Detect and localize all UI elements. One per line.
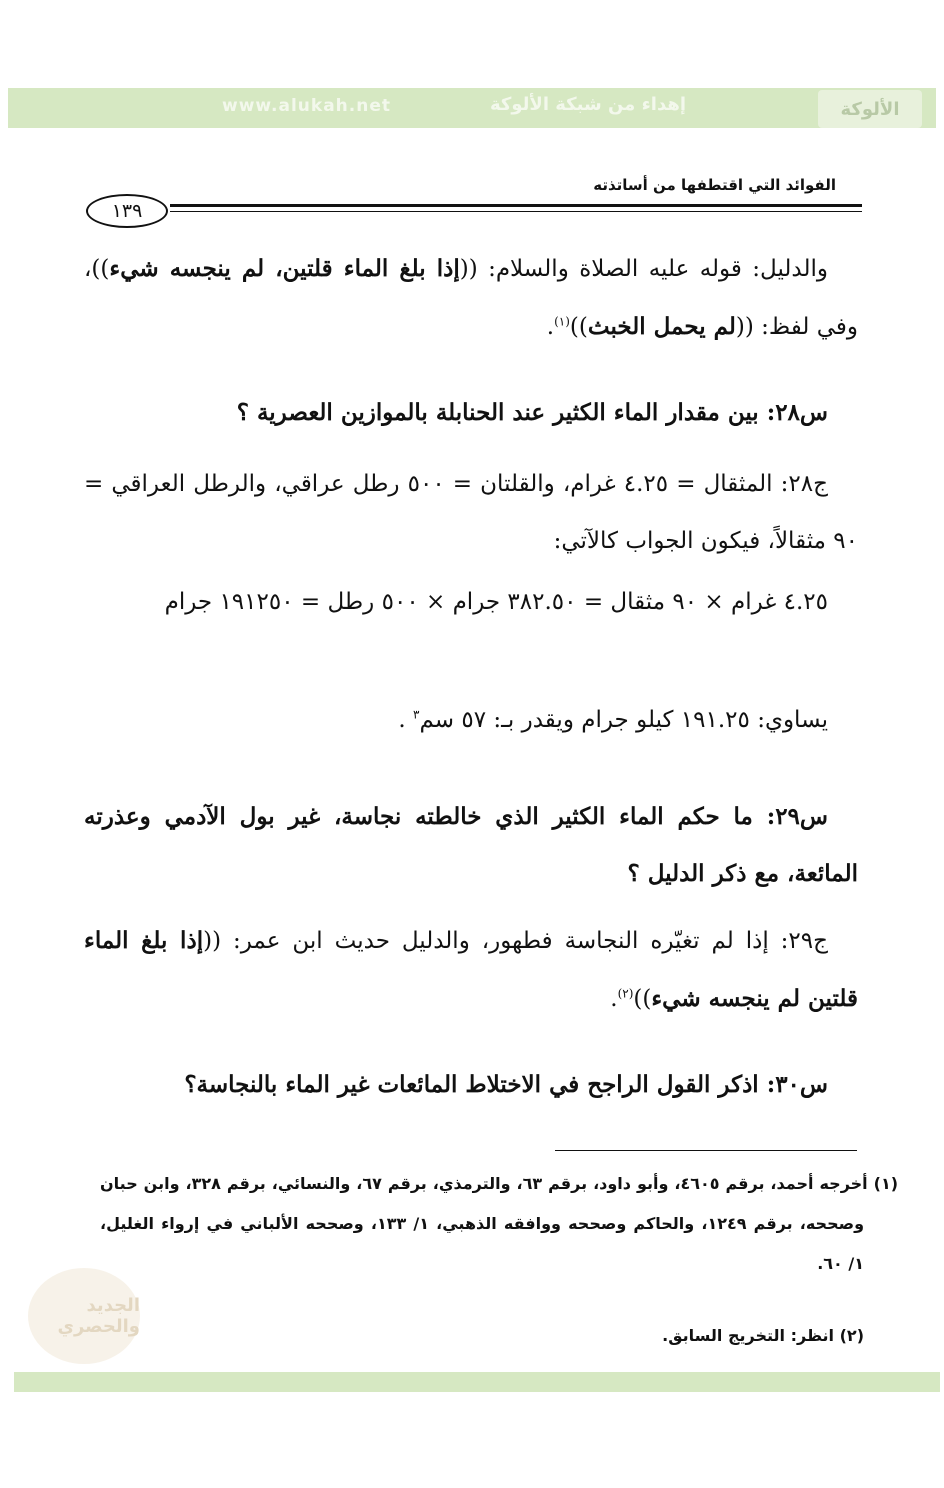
bottom-banner (14, 1372, 940, 1392)
text: )) (569, 314, 588, 340)
book-title: الفوائد التي اقتطفها من أساتذته (593, 176, 836, 194)
hadith-text: لم يحمل الخبث (587, 313, 736, 340)
page-number (86, 194, 168, 228)
text: . (546, 314, 555, 340)
calculation-1 (84, 574, 858, 631)
text: )) (633, 986, 652, 1012)
watermark-text: الجديد والحصري (57, 1295, 140, 1337)
page-number-text: ١٣٩ (111, 200, 143, 222)
question-30 (84, 1056, 858, 1113)
question-28 (84, 384, 858, 441)
footnote-text: (٢) انظر: التخريج السابق. (662, 1326, 864, 1345)
question-text: س٣٠: اذكر القول الراجح في الاختلاط المائعات غير الماء بالنجاسة؟ (184, 1071, 828, 1098)
paragraph-evidence (84, 240, 858, 356)
answer-29 (84, 912, 858, 1028)
question-text: س٢٩: ما حكم الماء الكثير الذي خالطته نجاسة، غير بول الآدمي وعذرته المائعة، مع ذكر الدليل ؟ (84, 803, 858, 887)
answer-28 (84, 456, 858, 570)
text: ج٢٩: إذا لم تغيّره النجاسة فطهور، والدليل حديث ابن عمر: (( (203, 928, 828, 954)
footnote-ref: (١) (554, 314, 570, 329)
footnote-2 (100, 1316, 864, 1356)
calculation-text: ٤.٢٥ غرام × ٩٠ مثقال = ٣٨٢.٥٠ جرام × ٥٠٠ رطل = ١٩١٢٥٠ جرام (164, 589, 828, 615)
alukah-logo (818, 90, 922, 128)
header-rule-thin (170, 211, 862, 212)
hadith-text: إذا بلغ الماء قلتين، لم ينجسه شيء (109, 255, 460, 282)
watermark-logo (28, 1268, 140, 1364)
text: يساوي: ١٩١.٢٥ كيلو جرام ويقدر بـ: ٥٧ سم (419, 707, 828, 733)
question-text: س٢٨: بين مقدار الماء الكثير عند الحنابلة بالموازين العصرية ؟ (236, 399, 828, 426)
footnote-ref: (٢) (617, 986, 634, 1001)
header-rule (170, 204, 862, 207)
text: والدليل: قوله عليه الصلاة والسلام: (( (459, 256, 829, 282)
top-banner (8, 88, 936, 128)
footnote-1 (100, 1164, 898, 1284)
logo-text: الألوكة (840, 98, 900, 120)
text: . (610, 986, 618, 1012)
site-url: www.alukah.net (222, 96, 391, 116)
footnote-rule (555, 1150, 857, 1151)
superscript: ٣ (413, 707, 420, 722)
text: . (398, 707, 414, 733)
gift-text: إهداء من شبكة الألوكة (490, 94, 686, 115)
footnote-text: (١) أخرجه أحمد، برقم ٤٦٠٥، وأبو داود، برقم ٦٣، والترمذي، برقم ٦٧، والنسائي، برقم ٣٢٨، وابن حبان وصححه، برقم ١٢٤٩، والحاكم وصححه ووافقه الذهبي، ١/ ١٣٣، وصححه الألباني في إرواء الغليل، ١/ ٦٠. (100, 1174, 899, 1273)
calculation-2 (84, 692, 858, 749)
text: ))، وفي لفظ: (( (84, 256, 858, 340)
hadith-text: إذا بلغ الماء قلتين لم ينجسه شيء (84, 927, 858, 1012)
answer-text: ج٢٨: المثقال = ٤.٢٥ غرام، والقلتان = ٥٠٠ رطل عراقي، والرطل العراقي = ٩٠ مثقالاً، فيكون الجواب كالآتي: (84, 471, 858, 554)
question-29 (84, 788, 858, 902)
